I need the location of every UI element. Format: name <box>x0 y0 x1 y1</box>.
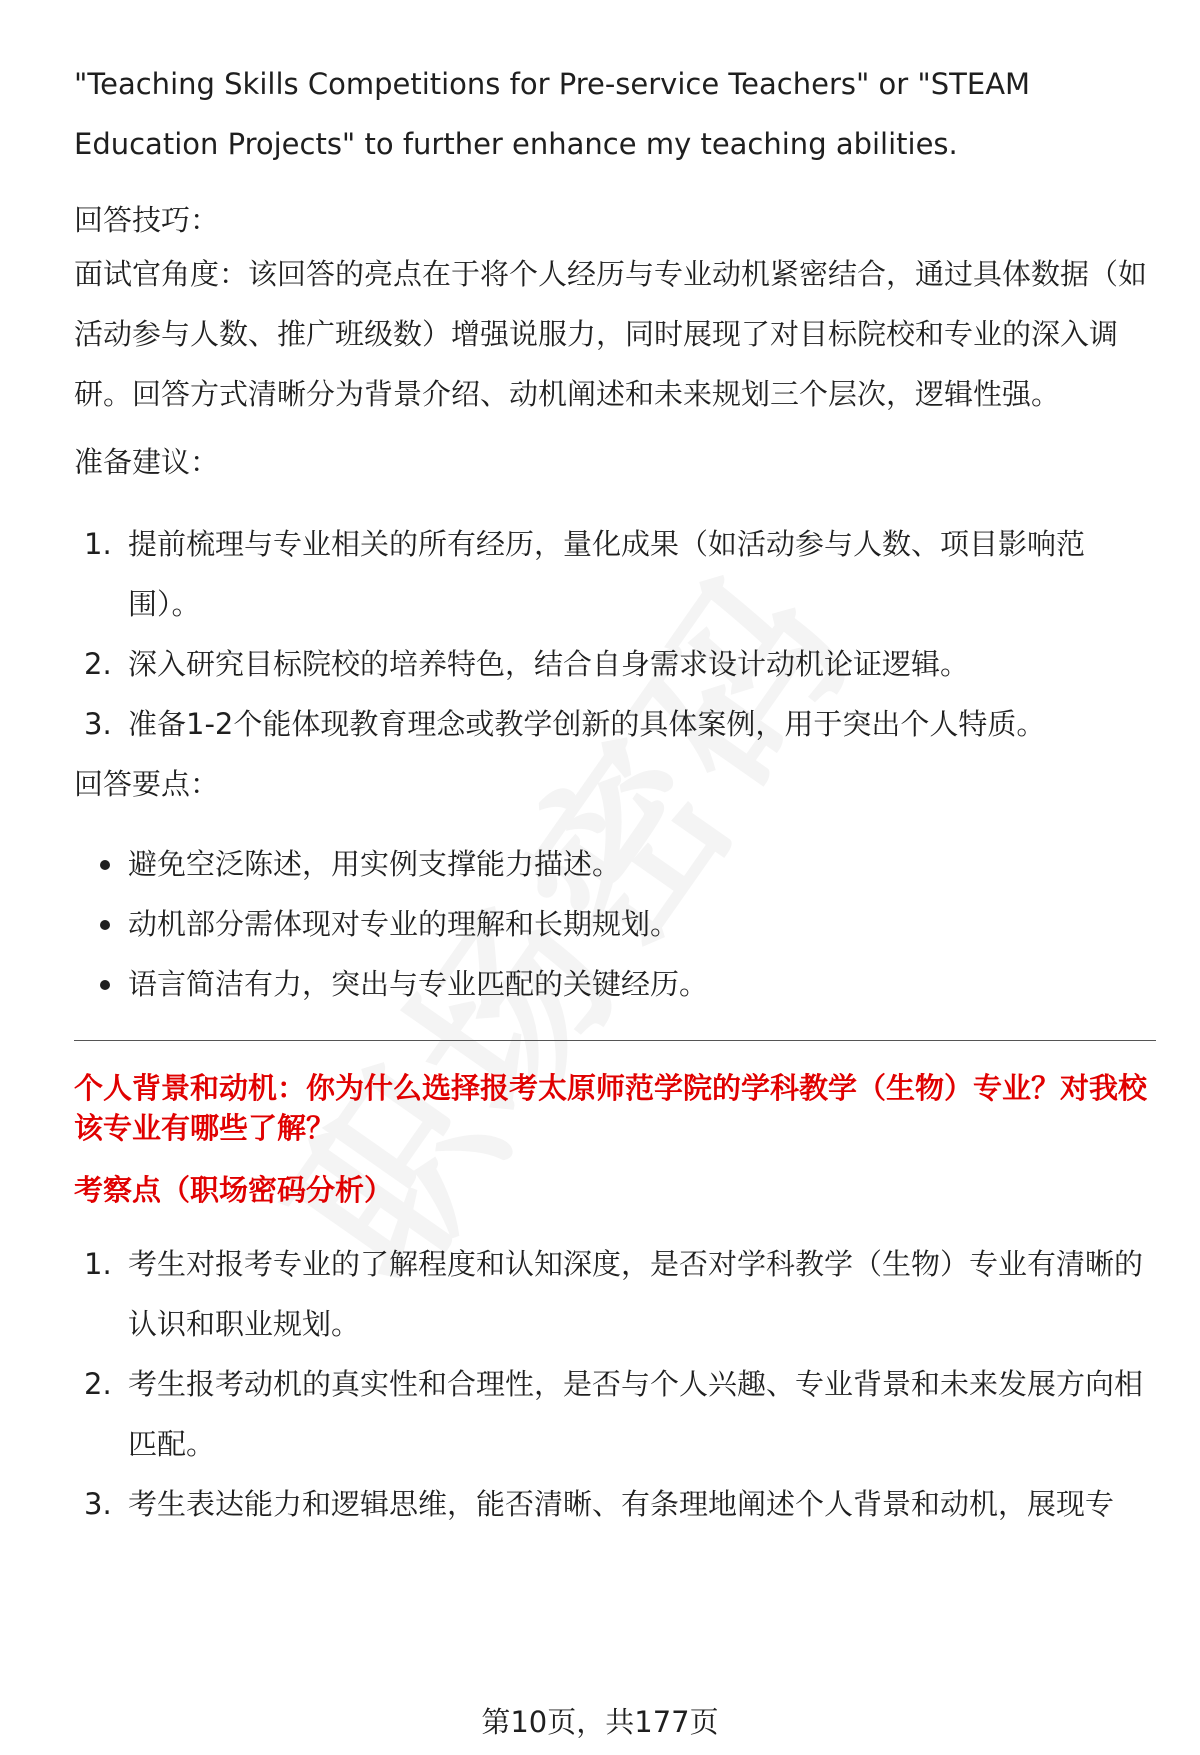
list-item: 1. 考生对报考专业的了解程度和认知深度，是否对学科教学（生物）专业有清晰的认识和职业规划。 <box>84 1247 1144 1341</box>
list-item: 避免空泛陈述，用实例支撑能力描述。 <box>74 834 1156 894</box>
prep-list <box>74 514 1156 754</box>
list-item: 2. 考生报考动机的真实性和合理性，是否与个人兴趣、专业背景和未来发展方向相匹配。 <box>84 1367 1144 1461</box>
bullet-icon <box>100 860 110 870</box>
list-item: 动机部分需体现对专业的理解和长期规划。 <box>74 894 1156 954</box>
list-item: 3. 准备1-2个能体现教育理念或教学创新的具体案例，用于突出个人特质。 <box>84 707 1046 741</box>
list-item: 3. 考生表达能力和逻辑思维，能否清晰、有条理地阐述个人背景和动机，展现专 <box>84 1487 1115 1521</box>
list-item: 语言简洁有力，突出与专业匹配的关键经历。 <box>74 954 1156 1014</box>
question-list <box>74 1234 1156 1534</box>
question-title: 个人背景和动机：你为什么选择报考太原师范学院的学科教学（生物）专业？对我校该专业有哪些了解？ <box>74 1071 1148 1145</box>
tips-heading: 回答技巧： <box>74 203 220 237</box>
points-heading: 回答要点： <box>74 767 220 801</box>
list-item: 1. 提前梳理与专业相关的所有经历，量化成果（如活动参与人数、项目影响范围）。 <box>84 527 1086 621</box>
intro-paragraph: "Teaching Skills Competitions for Pre-service Teachers" or "STEAM Education Projects" to further enhance my teaching abilities. <box>74 67 1031 161</box>
page-footer: 第10页，共177页 <box>481 1705 719 1739</box>
points-list <box>74 834 1156 1014</box>
list-item: 2. 深入研究目标院校的培养特色，结合自身需求设计动机论证逻辑。 <box>84 647 970 681</box>
tips-body: 面试官角度：该回答的亮点在于将个人经历与专业动机紧密结合，通过具体数据（如活动参与人数、推广班级数）增强说服力，同时展现了对目标院校和专业的深入调研。回答方式清晰分为背景介绍、动机阐述和未来规划三个层次，逻辑性强。 <box>74 257 1148 411</box>
bullet-icon <box>100 920 110 930</box>
question-subheading: 考察点（职场密码分析） <box>74 1173 394 1207</box>
prep-heading: 准备建议： <box>74 445 220 479</box>
bullet-icon <box>100 980 110 990</box>
section-divider <box>74 1040 1156 1041</box>
